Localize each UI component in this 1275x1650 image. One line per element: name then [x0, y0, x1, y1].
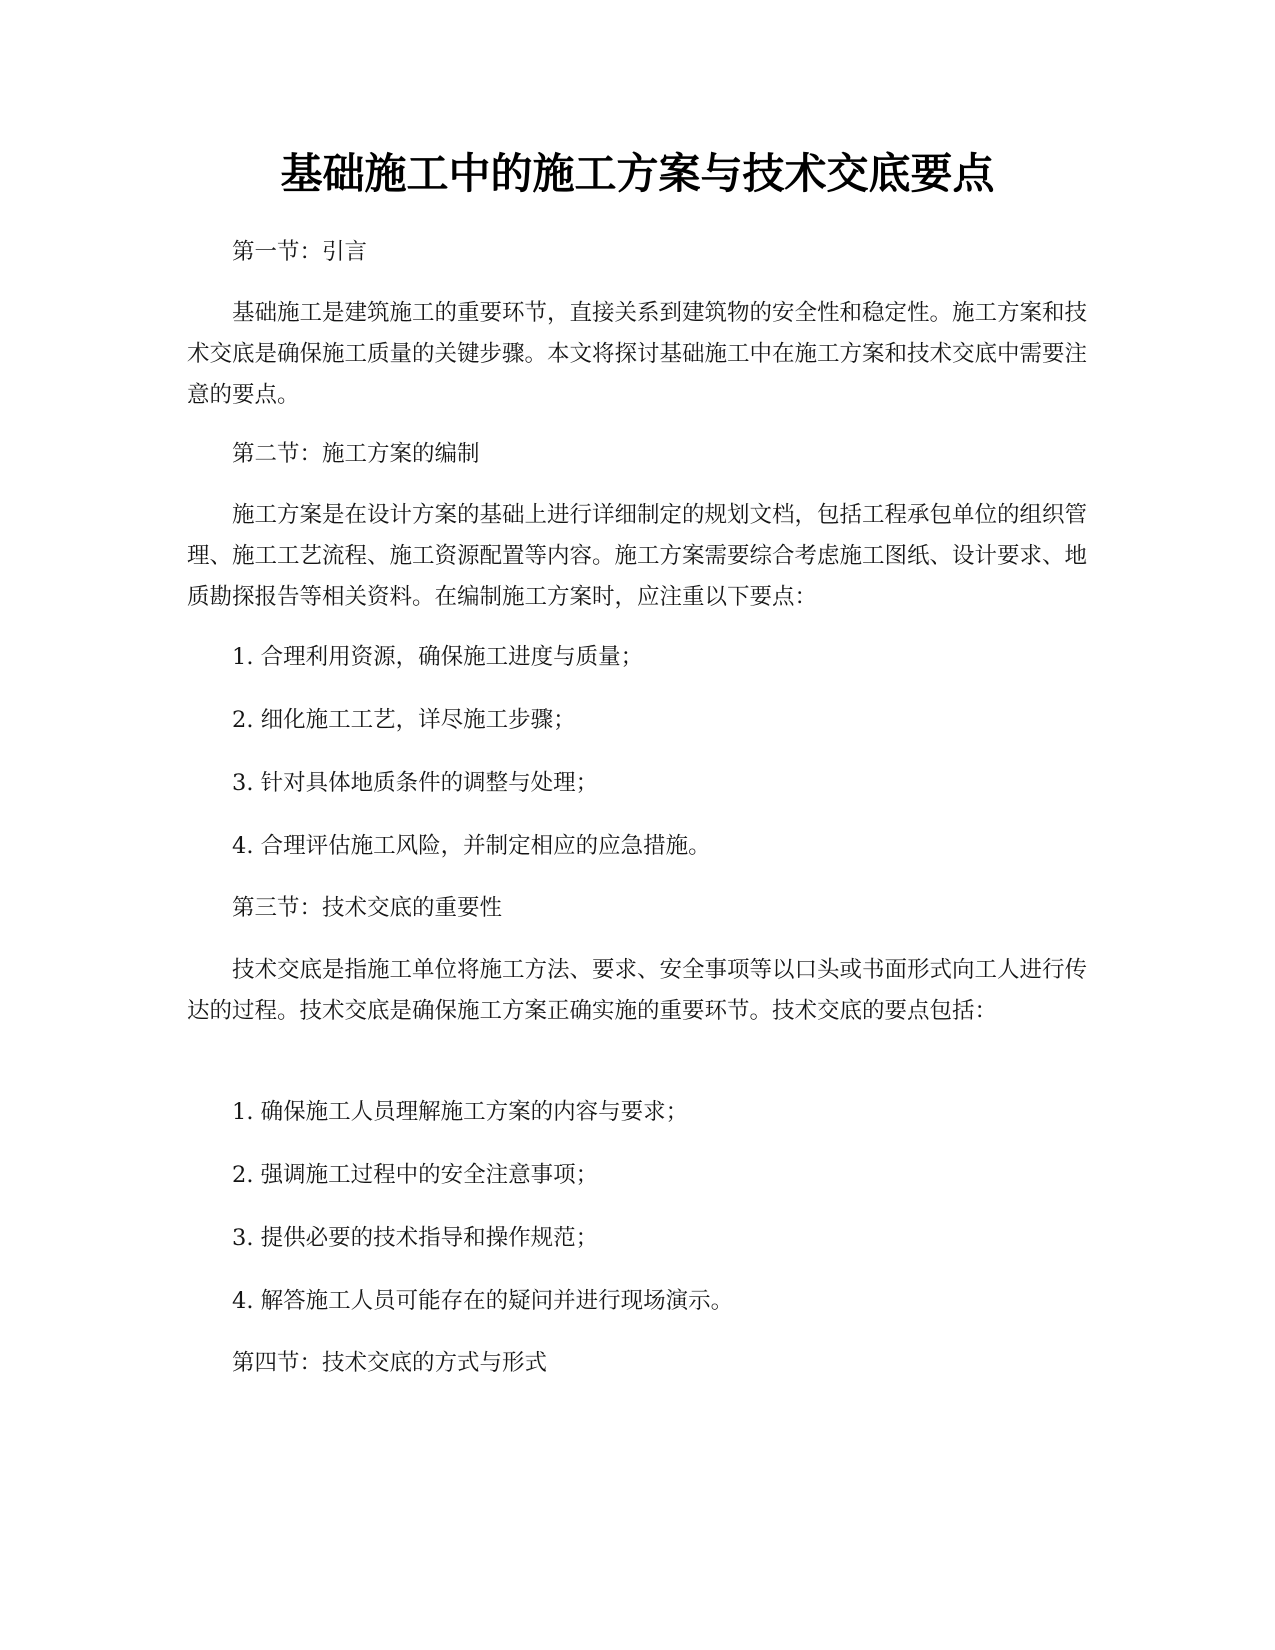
list-item-briefing-1: 1. 确保施工人员理解施工方案的内容与要求； [232, 1099, 689, 1125]
section-heading-briefing: 第三节：技术交底的重要性 [232, 895, 503, 921]
list-item-plan-3: 3. 针对具体地质条件的调整与处理； [232, 770, 599, 796]
list-item-plan-2: 2. 细化施工工艺，详尽施工步骤； [232, 707, 576, 733]
paragraph-plan: 施工方案是在设计方案的基础上进行详细制定的规划文档，包括工程承包单位的组织管理、施工工艺流程、施工资源配置等内容。施工方案需要综合考虑施工图纸、设计要求、地质勘探报告等相关资料。在编制施工方案时，应注重以下要点： [187, 502, 1088, 610]
paragraph-briefing: 技术交底是指施工单位将施工方法、要求、安全事项等以口头或书面形式向工人进行传达的过程。技术交底是确保施工方案正确实施的重要环节。技术交底的要点包括： [187, 957, 1088, 1024]
list-item-plan-4: 4. 合理评估施工风险，并制定相应的应急措施。 [232, 833, 711, 859]
list-item-plan-1: 1. 合理利用资源，确保施工进度与质量； [232, 644, 644, 670]
section-heading-intro: 第一节：引言 [232, 239, 368, 265]
document-title: 基础施工中的施工方案与技术交底要点 [280, 149, 995, 198]
section-heading-plan: 第二节：施工方案的编制 [232, 441, 480, 467]
section-heading-methods: 第四节：技术交底的方式与形式 [232, 1350, 548, 1376]
list-item-briefing-4: 4. 解答施工人员可能存在的疑问并进行现场演示。 [232, 1288, 734, 1314]
paragraph-intro: 基础施工是建筑施工的重要环节，直接关系到建筑物的安全性和稳定性。施工方案和技术交底是确保施工质量的关键步骤。本文将探讨基础施工中在施工方案和技术交底中需要注意的要点。 [187, 300, 1088, 408]
list-item-briefing-3: 3. 提供必要的技术指导和操作规范； [232, 1225, 599, 1251]
list-item-briefing-2: 2. 强调施工过程中的安全注意事项； [232, 1162, 599, 1188]
